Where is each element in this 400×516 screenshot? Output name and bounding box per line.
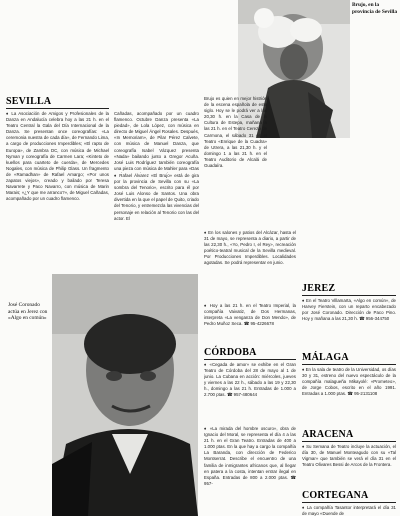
paragraph: Brujo es quien en mejor histrión de la escena española de este siglo. Hoy se le podrá ver a las 20,30 h. en la Casa de la Cultura de Estepa, mañana a las 21 h. en el Teatro Cerezo de Carmona, el sábado 31 en el Teatro «Enrique de la Cuadra» de Utrera, a las 21,30 h. y el domingo 1 a las 21 h. en el Teatro Auditorio de Alcalá de Guadaíra. xyxy=(204,96,267,169)
section-rule-aracena xyxy=(302,441,396,442)
paragraph: ♦ La Asociación de Amigos y Profesionales de la Danza en Andalucía celebra hoy a las 21 h. en el Teatro Central la Gala del Día Internacional de la Danza. Se presentan once coreografías: «La ceremonia nuestra de cada día», de Fernando Lima, a cargo de producciones Imperdibles; «El rapto de Europa», de Zambra DC, con música de Michael Nyman y coreografía de Carmen Lara; «Kinteto de kuellos para cuarteto de cuerda», de Mercedes Nogales, con música de Philip Glass. Un fragmento de «Ramadhan» de Rafael Amargo; «Por unos zapatos viejos», creado y bailado por Teresa Navarrete y Paco Navarro, con música de Marin Marais; «¿Y que me arranco?», de Miguel Cañadas, acompañado por un cuadro flamenco. xyxy=(6,111,109,202)
section-heading-malaga: MÁLAGA xyxy=(302,352,349,363)
section-rule-sevilla xyxy=(6,108,109,109)
section-heading-cordoba: CÓRDOBA xyxy=(204,347,257,358)
section-heading-cortegana: CORTEGANA xyxy=(302,490,369,501)
article-prometeo xyxy=(302,367,396,427)
article-el-brujo-tour xyxy=(114,173,199,269)
section-heading-sevilla: SEVILLA xyxy=(6,96,52,107)
paragraph: ♦ Hoy a las 21 h. en el Teatro Imperial, la compañía Vaivatiz, de Dos Hermanas, interpreta «La venganza de Don Mendo», de Pedro Muñoz Seca. ☎ 95-4226678 xyxy=(204,303,296,327)
paragraph: ♦ En el Teatro Villamarta, «Algo en común», de Harvey Fierstein, con un reparto encabezado por José Coronado. Dirección de Paco Pino. Hoy y mañana a las 21,30 h. ☎ 956-344750 xyxy=(302,298,396,322)
article-don-mendo xyxy=(204,303,296,343)
article-pedro-i xyxy=(204,230,296,302)
article-cegada-de-amor xyxy=(204,362,296,424)
section-rule-cordoba xyxy=(204,359,296,360)
article-semana-teatro xyxy=(302,444,396,488)
paragraph: ♦ En los salones y patios del Alcázar, hasta el 31 de mayo, se representa a diario, a partir de las 22,30 h., «Yo, Pedro I, el Rey», recreación poético-teatral musical de la Sevilla medieval. Por Producciones Imperdibles. Localidades agotadas. Se podrá representar en junio. xyxy=(204,230,296,266)
coronado-photo-image xyxy=(52,274,198,516)
coronado-photo xyxy=(52,274,198,516)
paragraph: ♦ En la sala de teatro de la Universidad, os días 30 y 31, estreno del nuevo espectáculo de la compañía malagueña Mikayolé: «Prometeo», de Jorge Cobos, escrito en el año 1991. Entradas a 1.000 ptas. ☎ 95-2131108 xyxy=(302,367,396,397)
section-heading-jerez: JEREZ xyxy=(302,283,336,294)
coronado-photo-caption: José Coronado actúa en Jerez con «Algo en común» xyxy=(8,302,48,322)
brujo-photo-caption: Brujo, en la provincia de Sevilla xyxy=(352,2,398,15)
paragraph: ♦ «Cegada de amor» se exhibe en el Gran Teatro de Córdoba del 28 de mayo al 1 de junio. La Cubana en acción: miércoles, jueves y viernes a las 22 h., sábado a las 19 y 22,30 h., domingo a las 21 h. Entradas de 1.000 a 2.700 ptas. ☎ 957-480644 xyxy=(204,362,296,398)
paragraph: ♦ Rafael Álvarez «El Brujo» está de gira por la provincia de Sevilla con su «La sombra del Tenorio», escrito para él por José Luis Alonso de Santos. Una obra divertida en la que el papel de Quito, criado del Tenorio, y entremezcla las vivencias del personaje en relación al Tenorio con las del actor. El xyxy=(114,173,199,221)
article-danza-gala xyxy=(6,111,109,269)
paragraph: ♦ La compañía Tasantor interpretará el día 31 de mayo «Duende de xyxy=(302,505,396,516)
article-mirada-hombre-oscuro xyxy=(204,426,296,514)
paragraph: Cañadas, acompañado por un cuadro flamenco. Octubre Danza presenta «La piedad», de Lola López, con música en directo de Miguel Ángel Rosales. Después, «In Memoriam», de Pilar Pérez Calvete, con música de Manuel Danza, que coreografía Isabel Vázquez presenta «Nada» bailando junto a Gregor Acuña. José Luis Rodríguez también coreografía una pieza con música de Mahler para «Das xyxy=(114,111,199,171)
article-el-brujo-dates xyxy=(204,96,267,230)
section-rule-malaga xyxy=(302,364,396,365)
section-rule-cortegana xyxy=(302,502,396,503)
article-tasantor xyxy=(302,505,396,516)
article-danza-continued xyxy=(114,111,199,173)
section-heading-aracena: ARACENA xyxy=(302,429,354,440)
section-rule-jerez xyxy=(302,295,396,296)
article-algo-en-comun xyxy=(302,298,396,348)
paragraph: ♦ Su Semana de Teatro incluye la actuación, el día 30, de Manuel Monteagudo con su «Tal Vigmar» que también se verá el día 31 en el Teatro Olivares Bessi de Arcos de la Frontera. xyxy=(302,444,396,468)
paragraph: ♦ «La mirada del hombre oscuro», obra de Ignacio del Moral, se representa el día 4 a las 21 h. en el Gran Teatro. Entradas de 400 a 1.000 ptas. En la que hay a cargo la compañía La Baranda, con dirección de Federico Montserrat. Describe el encuentro de una familia de inmigrantes africanos que, al llegar en patera a la costa, intentan entrar ilegal en España. Entradas de 800 a 2.000 ptas. ☎ 957- xyxy=(204,426,296,486)
